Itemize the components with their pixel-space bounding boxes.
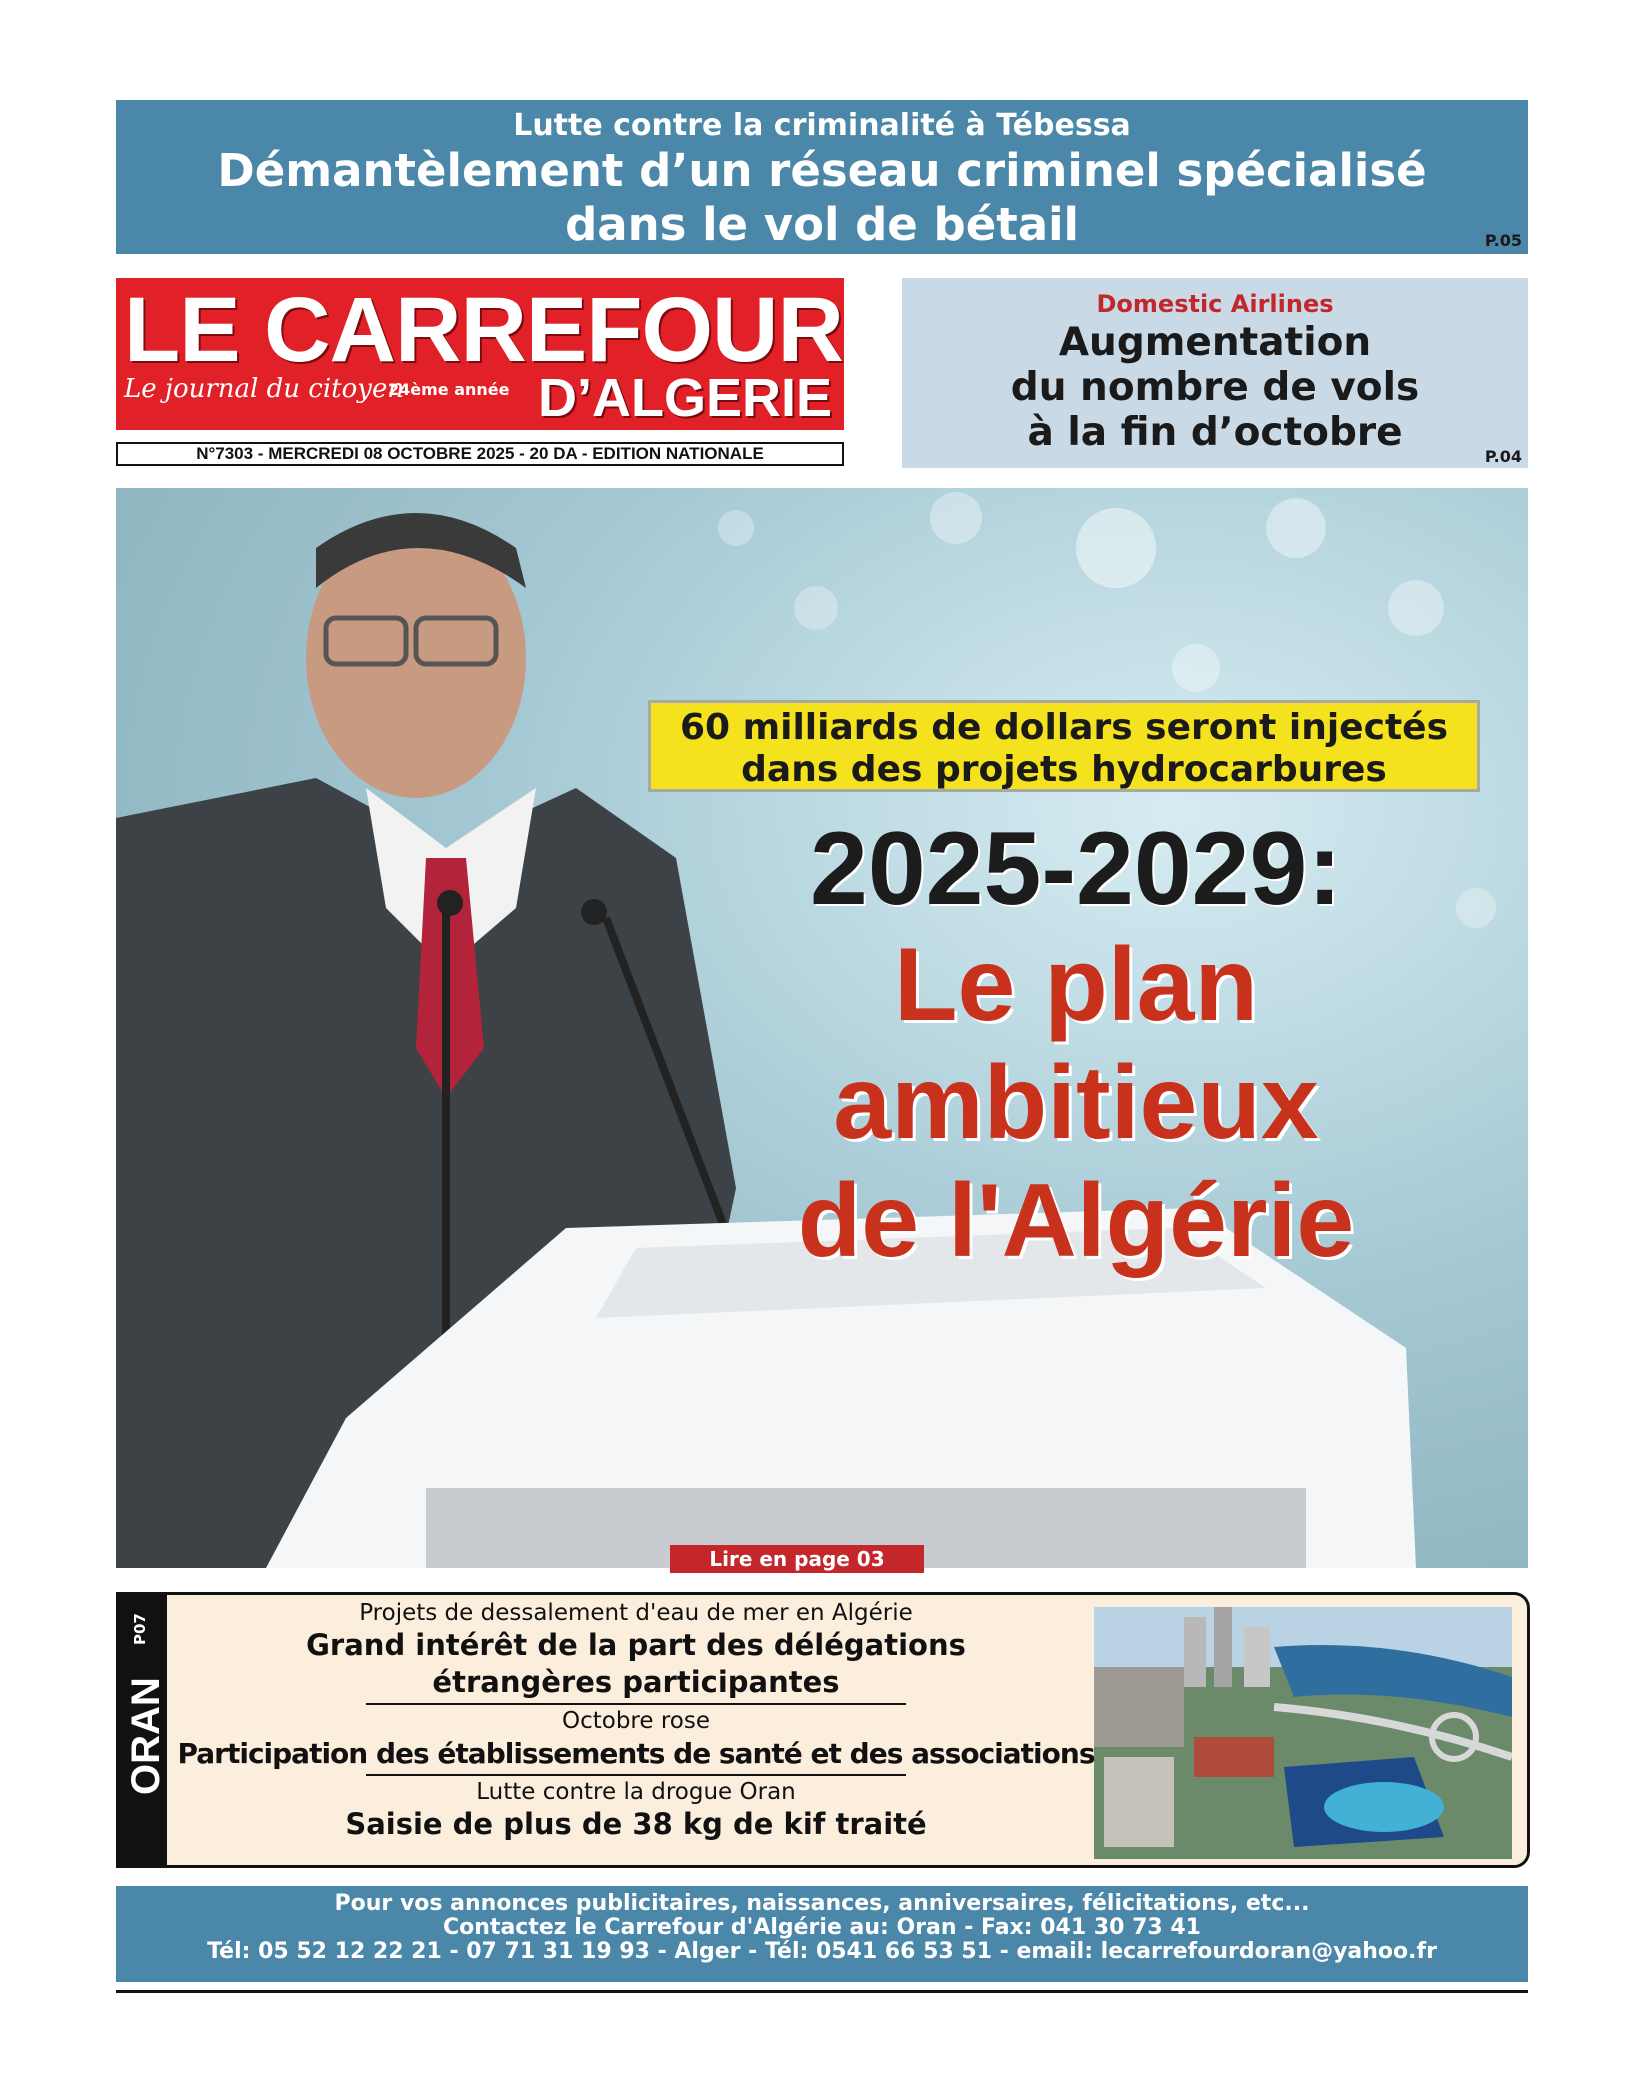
oran-story-1[interactable] bbox=[171, 1595, 1101, 1701]
oran-story-3[interactable] bbox=[171, 1778, 1101, 1843]
oran-page-ref: P07 bbox=[131, 1613, 149, 1645]
masthead-year: 24ème année bbox=[388, 380, 510, 399]
main-headline bbox=[656, 926, 1496, 1280]
ads-line: Pour vos annonces publicitaires, naissances, anniversaires, félicitations, etc... bbox=[334, 1891, 1310, 1916]
oran-city-photo bbox=[1094, 1607, 1512, 1859]
oran-story-kicker: Lutte contre la drogue Oran bbox=[476, 1779, 796, 1805]
main-story-subhead bbox=[648, 700, 1480, 792]
airline-story-title bbox=[902, 320, 1528, 455]
main-headline-line: de l'Algérie bbox=[797, 1163, 1355, 1279]
oran-story-kicker: Projets de dessalement d'eau de mer en Algérie bbox=[359, 1600, 913, 1626]
oran-story-title: Grand intérêt de la part des délégations bbox=[306, 1628, 966, 1662]
read-more-link[interactable]: Lire en page 03 bbox=[670, 1545, 924, 1573]
separator bbox=[366, 1703, 906, 1705]
top-story-page-ref: P.05 bbox=[1484, 231, 1522, 250]
oran-sidebar bbox=[119, 1595, 167, 1865]
city-aerial-illustration bbox=[1094, 1607, 1512, 1859]
airline-story-kicker: Domestic Airlines bbox=[1096, 290, 1334, 318]
oran-story-list bbox=[171, 1595, 1101, 1843]
oran-story-title: Participation des établissements de santé et des associations bbox=[177, 1737, 1095, 1770]
advertising-contact-banner bbox=[116, 1886, 1528, 1982]
edition-info: N°7303 - MERCREDI 08 OCTOBRE 2025 - 20 DA - EDITION NATIONALE bbox=[116, 442, 844, 466]
oran-story-2[interactable] bbox=[171, 1707, 1101, 1772]
main-story-hero[interactable] bbox=[116, 488, 1528, 1568]
top-story-title-line: dans le vol de bétail bbox=[565, 198, 1079, 251]
airline-story-box[interactable] bbox=[902, 278, 1528, 468]
top-story-title bbox=[116, 144, 1528, 252]
top-story-title-line: Démantèlement d’un réseau criminel spécialisé bbox=[217, 144, 1427, 197]
masthead-tagline: Le journal du citoyen bbox=[124, 374, 405, 404]
subhead-line: dans des projets hydrocarbures bbox=[741, 749, 1387, 790]
airline-title-line: Augmentation bbox=[1058, 320, 1372, 365]
airline-story-page-ref: P.04 bbox=[1484, 447, 1522, 466]
masthead-subtitle: D’ALGERIE bbox=[537, 368, 832, 428]
main-headline-line: Le plan bbox=[893, 927, 1259, 1043]
separator bbox=[366, 1774, 906, 1776]
masthead-title: LE CARREFOUR bbox=[124, 279, 843, 381]
oran-story-title: étrangères participantes bbox=[432, 1665, 840, 1699]
main-headline-line: ambitieux bbox=[833, 1045, 1319, 1161]
main-headline-years: 2025-2029: bbox=[810, 811, 1342, 927]
airline-title-line: du nombre de vols bbox=[1010, 365, 1420, 410]
oran-story-title: Saisie de plus de 38 kg de kif traité bbox=[345, 1807, 927, 1841]
top-story-kicker: Lutte contre la criminalité à Tébessa bbox=[513, 108, 1131, 143]
newspaper-masthead bbox=[116, 278, 844, 430]
oran-label: ORAN bbox=[124, 1677, 168, 1795]
airline-title-line: à la fin d’octobre bbox=[1027, 410, 1403, 455]
subhead-line: 60 milliards de dollars seront injectés bbox=[679, 707, 1448, 748]
page-bottom-rule bbox=[116, 1990, 1528, 1993]
oran-story-kicker: Octobre rose bbox=[561, 1708, 710, 1734]
top-story-banner[interactable] bbox=[116, 100, 1528, 254]
oran-section bbox=[116, 1592, 1530, 1868]
ads-contact-line[interactable]: Tél: 05 52 12 22 21 - 07 71 31 19 93 - Alger - Tél: 0541 66 53 51 - email: lecarrefourdoran@yahoo.fr bbox=[207, 1939, 1437, 1964]
ads-line: Contactez le Carrefour d'Algérie au: Oran - Fax: 041 30 73 41 bbox=[443, 1915, 1201, 1940]
